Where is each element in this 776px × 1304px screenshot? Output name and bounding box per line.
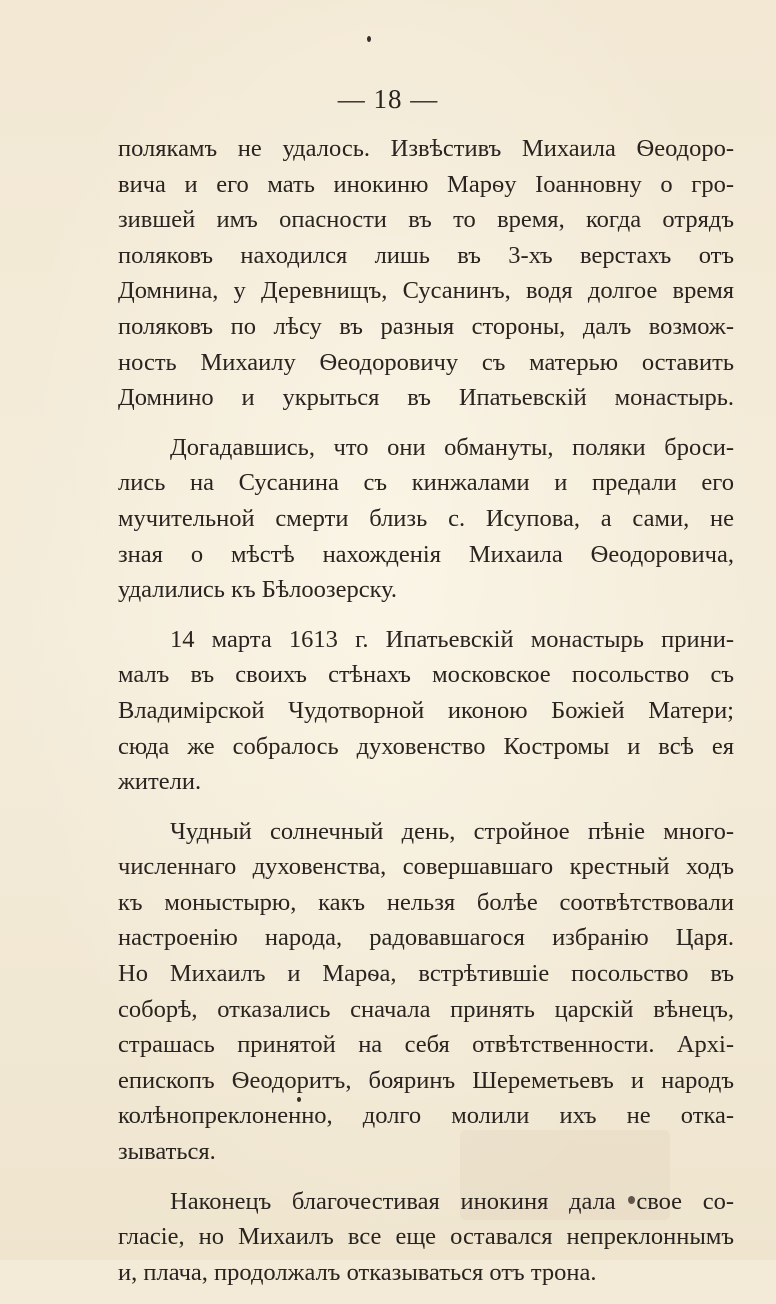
text-line: Чудный солнечный день, стройное пѣніе много- — [170, 817, 734, 845]
text-line: епископъ Ѳеодоритъ, бояринъ Шереметьевъ и народъ — [118, 1066, 734, 1094]
text-line: ность Михаилу Ѳеодоровичу съ матерью оставить — [118, 348, 734, 376]
text-line: поляковъ находился лишь въ 3-хъ верстахъ отъ — [118, 241, 734, 269]
text-line: и, плача, продолжалъ отказываться отъ трона. — [118, 1258, 597, 1286]
text-line: поляковъ по лѣсу въ разныя стороны, далъ возмож- — [118, 312, 734, 340]
paragraph-5 — [118, 1184, 734, 1291]
text-line: Наконецъ благочестивая инокиня дала свое со- — [170, 1187, 734, 1215]
text-line: вича и его мать инокиню Марѳу Іоанновну о гро- — [118, 170, 734, 198]
text-line: удалились къ Бѣлоозерску. — [118, 576, 398, 604]
text-line: Но Михаилъ и Марѳа, встрѣтившіе посольство въ — [118, 960, 734, 988]
paragraph-4 — [118, 814, 734, 1170]
text-line: колѣнопреклоненно, долго молили ихъ не отка- — [118, 1102, 734, 1130]
text-line: мучительной смерти близь с. Исупова, а сами, не — [118, 504, 734, 532]
text-line: къ моныстырю, какъ нельзя болѣе соотвѣтствовали — [118, 888, 734, 916]
text-line: страшась принятой на себя отвѣтственности. Архі- — [118, 1031, 734, 1059]
text-line: зная о мѣстѣ нахожденія Михаила Ѳеодоровича, — [118, 540, 734, 568]
text-line: соборѣ, отказались сначала принять царскій вѣнецъ, — [118, 995, 734, 1023]
text-line: зившей имъ опасности въ то время, когда отрядъ — [118, 206, 734, 234]
text-line: Домнино и укрыться въ Ипатьевскій монастырь. — [118, 384, 734, 412]
paragraph-3 — [118, 622, 734, 800]
body-text — [118, 131, 734, 1304]
text-line: Владимірской Чудотворной иконою Божіей Матери; — [118, 696, 734, 724]
text-line: жители. — [118, 768, 202, 796]
text-line: малъ въ своихъ стѣнахъ московское посольство съ — [118, 661, 734, 689]
text-line: гласіе, но Михаилъ все еще оставался непреклоннымъ — [118, 1223, 734, 1251]
text-line: зываться. — [118, 1138, 216, 1166]
text-line: лись на Сусанина съ кинжалами и предали его — [118, 469, 734, 497]
page-number: — 18 — — [337, 84, 439, 114]
text-line: численнаго духовенства, совершавшаго крестный ходъ — [118, 853, 734, 881]
text-line: Догадавшись, что они обмануты, поляки броси- — [170, 433, 734, 461]
ink-speck-top — [367, 36, 371, 42]
paragraph-1 — [118, 131, 734, 416]
paragraph-2 — [118, 430, 734, 608]
text-line: Домнина, у Деревнищъ, Сусанинъ, водя долгое время — [118, 277, 734, 305]
text-line: сюда же собралось духовенство Костромы и всѣ ея — [118, 732, 734, 760]
text-line: полякамъ не удалось. Извѣстивъ Михаила Ѳеодоро- — [118, 135, 734, 162]
text-line: 14 марта 1613 г. Ипатьевскій монастырь прини- — [170, 625, 734, 653]
text-line: настроенію народа, радовавшагося избранію Царя. — [118, 924, 734, 952]
